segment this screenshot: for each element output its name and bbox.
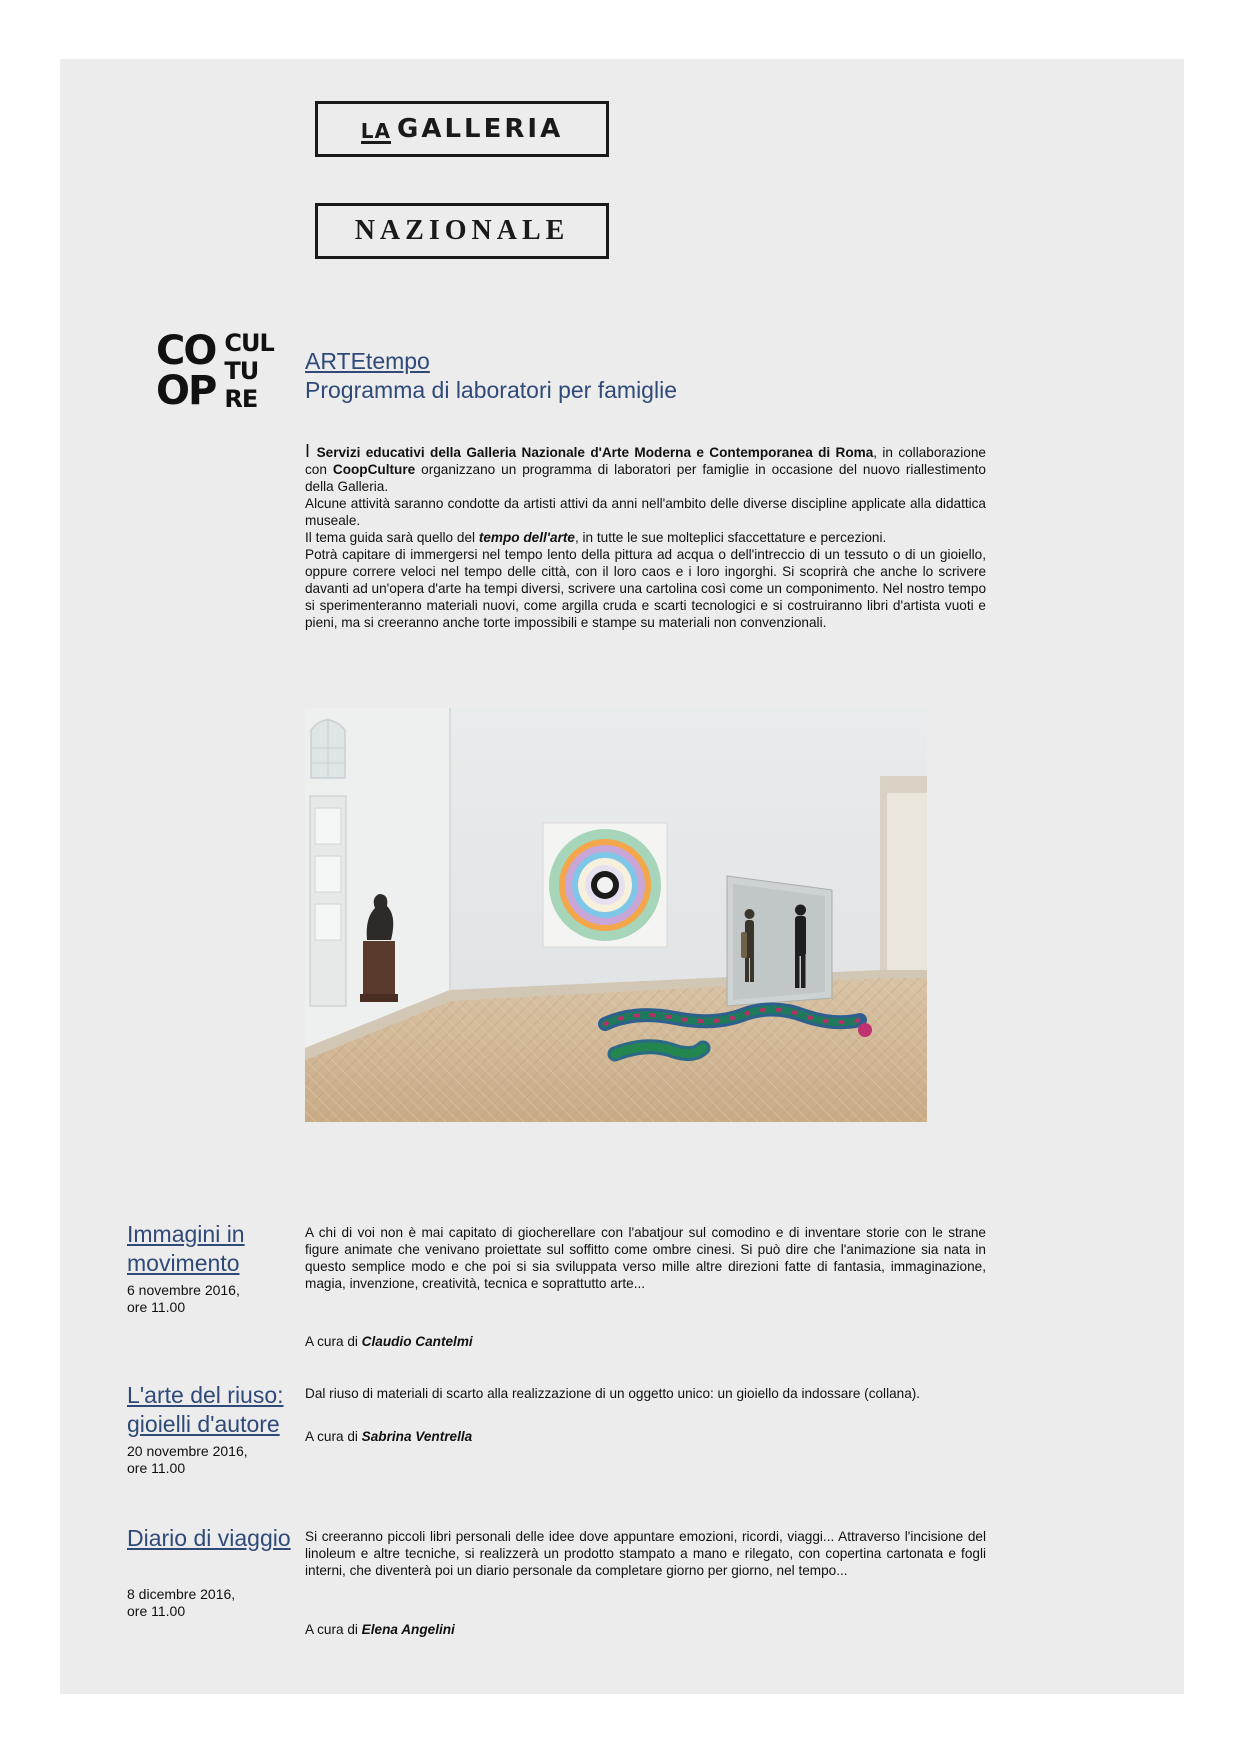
event-1-curator-prefix: A cura di bbox=[305, 1334, 362, 1349]
intro-p1-bold-institution: Servizi educativi della Galleria Nazionale d'Arte Moderna e Contemporanea di Roma bbox=[316, 445, 874, 460]
page-subtitle: Programma di laboratori per famiglie bbox=[305, 377, 677, 403]
event-3-datetime bbox=[127, 1586, 297, 1620]
intro-p3-start: Il tema guida sarà quello del bbox=[305, 530, 479, 545]
coop-logo-co: CO bbox=[156, 328, 216, 374]
event-3-description: Si creeranno piccoli libri personali delle idee dove appuntare emozioni, ricordi, viaggi... Attraverso l'incisione del linoleum e altre tecniche, si realizzerà un prodotto stampato a mano e rilegato, con copertina cartonata e fogli interni, che diventerà poi un diario personale da completare giorno per giorno, nel tempo... bbox=[305, 1529, 986, 1578]
event-2-date: 20 novembre 2016, bbox=[127, 1443, 248, 1459]
event-3-curator-name: Elena Angelini bbox=[361, 1622, 455, 1637]
nazionale-logo bbox=[315, 203, 609, 259]
coop-logo-cul: CUL bbox=[224, 329, 274, 357]
event-1-datetime bbox=[127, 1282, 297, 1316]
event-2-datetime bbox=[127, 1443, 297, 1477]
la-galleria-logo bbox=[315, 101, 609, 157]
event-1-curator-name: Claudio Cantelmi bbox=[361, 1334, 473, 1349]
intro-paragraph-1 bbox=[305, 443, 986, 495]
intro-p1-bold-partner: CoopCulture bbox=[332, 462, 416, 477]
intro-paragraph-2: Alcune attività saranno condotte da artisti attivi da anni nell'ambito delle diverse discipline applicate alla didattica museale. bbox=[305, 496, 986, 528]
event-3-curator bbox=[305, 1622, 455, 1637]
event-3-date: 8 dicembre 2016, bbox=[127, 1586, 236, 1602]
intro-text bbox=[305, 443, 986, 631]
event-2-curator bbox=[305, 1429, 472, 1444]
event-1-date: 6 novembre 2016, bbox=[127, 1282, 240, 1298]
event-2-curator-prefix: A cura di bbox=[305, 1429, 362, 1444]
logo-nazionale-text: NAZIONALE bbox=[354, 215, 570, 246]
intro-paragraph-4: Potrà capitare di immergersi nel tempo lento della pittura ad acqua o dell'intreccio di un tessuto o di un gioiello, oppure correre veloci nel tempo delle città, con il loro caos e i loro ingorghi. Si scoprirà che anche lo scrivere davanti ad un'opera d'arte ha tempi diversi, scrivere una cartolina così come un componimento. Nel nostro tempo si sperimenteranno materiali nuovi, come argilla cruda e scarti tecnologici e si costruiranno libri d'artista vuoti e pieni, ma si creeranno anche torte impossibili e stampe su materiali non convenzionali. bbox=[305, 547, 986, 630]
event-2-title[interactable]: L'arte del riuso: gioielli d'autore bbox=[127, 1382, 284, 1437]
intro-p1-prefix: I bbox=[305, 441, 317, 461]
event-2-curator-name: Sabrina Ventrella bbox=[361, 1429, 473, 1444]
coop-logo-re: RE bbox=[224, 385, 258, 413]
intro-p1-end: organizzano un programma di laboratori per famiglie in occasione del nuovo riallestimento della Galleria. bbox=[305, 462, 986, 494]
logo-galleria-text: GALLERIA bbox=[397, 114, 564, 144]
event-1-description: A chi di voi non è mai capitato di giocherellare con l'abatjour sul comodino e di inventare storie con le strane figure animate che venivano proiettate sul soffitto come ombre cinesi. Si può dire che l'animazione sia nata in questo semplice modo e che poi si sia sviluppata verso mille altre direzioni fatte di fantasia, immaginazione, magia, invenzione, creatività, tecnica e soprattutto arte... bbox=[305, 1225, 986, 1291]
intro-paragraph-3 bbox=[305, 529, 986, 546]
event-3-time: ore 11.00 bbox=[127, 1603, 186, 1619]
intro-p3-emphasis: tempo dell'arte bbox=[478, 530, 575, 545]
page-title[interactable]: ARTEtempo bbox=[305, 348, 430, 374]
title-block bbox=[305, 348, 677, 404]
intro-p3-end: , in tutte le sue molteplici sfaccettature e percezioni. bbox=[574, 530, 887, 545]
coop-logo-op: OP bbox=[156, 368, 216, 414]
coopculture-logo bbox=[156, 326, 274, 416]
intro-p1-mid: , in collaborazione con bbox=[305, 445, 986, 477]
logo-la-text: LA bbox=[360, 119, 392, 143]
event-1-time: ore 11.00 bbox=[127, 1299, 186, 1315]
event-2-time: ore 11.00 bbox=[127, 1460, 186, 1476]
event-2-description: Dal riuso di materiali di scarto alla realizzazione di un oggetto unico: un gioiello da indossare (collana). bbox=[305, 1386, 921, 1401]
event-3-title[interactable]: Diario di viaggio bbox=[127, 1525, 291, 1551]
event-1-title[interactable]: Immagini in movimento bbox=[127, 1221, 245, 1276]
event-1-curator bbox=[305, 1334, 473, 1349]
coop-logo-tu: TU bbox=[224, 357, 259, 385]
gallery-photo bbox=[305, 708, 927, 1122]
event-3-curator-prefix: A cura di bbox=[305, 1622, 362, 1637]
